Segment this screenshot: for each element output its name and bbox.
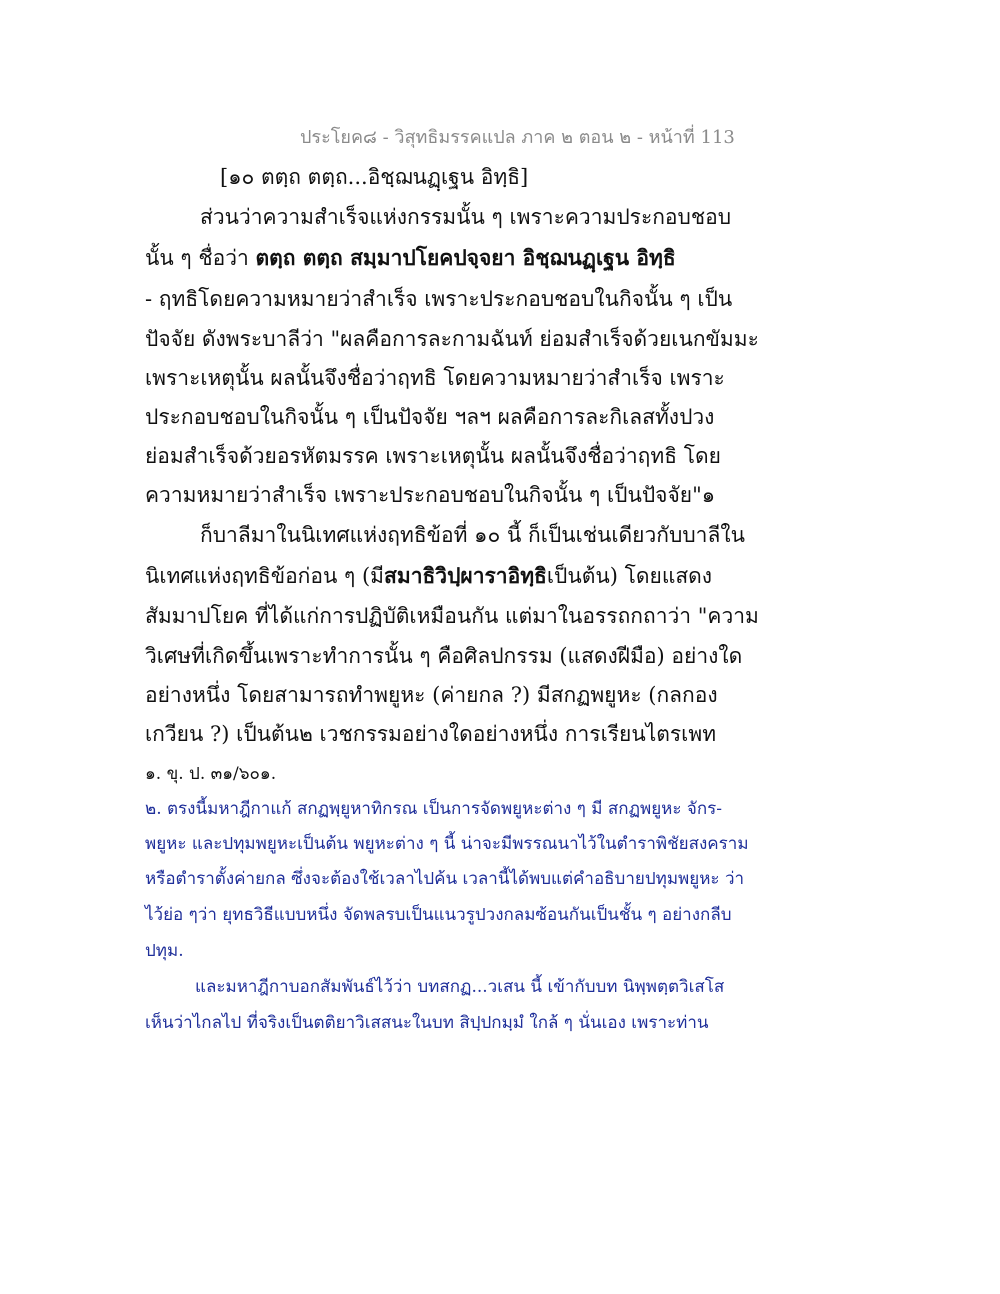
footnote-2-line: พยูหะ และปทุมพยูหะเป็นต้น พยูหะต่าง ๆ นี้ น่าจะมีพรรณนาไว้ในตำราพิชัยสงคราม [145, 834, 749, 854]
body-text: เป็นต้น) โดยแสดง [546, 564, 713, 588]
body-line: ส่วนว่าความสำเร็จแห่งกรรมนั้น ๆ เพราะความประกอบชอบ [200, 205, 732, 229]
body-text: นิเทศแห่งฤทธิข้อก่อน ๆ (มี [145, 564, 385, 588]
footnote-2-line: ปทุม. [145, 941, 184, 961]
body-line: ก็บาลีมาในนิเทศแห่งฤทธิข้อที่ ๑๐ นี้ ก็เป็นเช่นเดียวกับบาลีใน [200, 523, 745, 547]
body-line: ย่อมสำเร็จด้วยอรหัตมรรค เพราะเหตุนั้น ผลนั้นจึงชื่อว่าฤทธิ โดย [145, 444, 721, 468]
body-line: เกวียน ?) เป็นต้น๒ เวชกรรมอย่างใดอย่างหนึ่ง การเรียนไตรเพท [145, 722, 717, 746]
body-line: ความหมายว่าสำเร็จ เพราะประกอบชอบในกิจนั้น ๆ เป็นปัจจัย"๑ [145, 483, 716, 507]
footnote-2-line: เห็นว่าไกลไป ที่จริงเป็นตติยาวิเสสนะในบท สิปฺปกมฺมํ ใกล้ ๆ นั่นเอง เพราะท่าน [145, 1013, 709, 1033]
page-header: ประโยค๘ - วิสุทธิมรรคแปล ภาค ๒ ตอน ๒ - หน้าที่ 113 [300, 127, 735, 148]
body-line: ประกอบชอบในกิจนั้น ๆ เป็นปัจจัย ฯลฯ ผลคือการละกิเลสทั้งปวง [145, 405, 715, 429]
body-line: อย่างหนึ่ง โดยสามารถทำพยูหะ (ค่ายกล ?) มีสกฏพยูหะ (กลกอง [145, 683, 718, 707]
body-line: เพราะเหตุนั้น ผลนั้นจึงชื่อว่าฤทธิ โดยความหมายว่าสำเร็จ เพราะ [145, 366, 725, 390]
body-line: วิเศษที่เกิดขึ้นเพราะทำการนั้น ๆ คือศิลปกรรม (แสดงฝีมือ) อย่างใด [145, 644, 743, 668]
section-heading: [๑๐ ตตฺถ ตตฺถ...อิชฺฌนฏฺเฐน อิทฺธิ] [220, 165, 529, 189]
footnote-2-line: ๒. ตรงนี้มหาฎีกาแก้ สกฏพฺยูหาทิกรณ เป็นการจัดพยูหะต่าง ๆ มี สกฏพยูหะ จักร- [145, 799, 723, 819]
body-line [145, 560, 712, 593]
body-line: - ฤทธิโดยความหมายว่าสำเร็จ เพราะประกอบชอบในกิจนั้น ๆ เป็น [145, 287, 733, 311]
footnote-2-line: ไว้ย่อ ๆว่า ยุทธวิธีแบบหนึ่ง จัดพลรบเป็นแนวรูปวงกลมซ้อนกันเป็นชั้น ๆ อย่างกลีบ [145, 905, 732, 925]
pali-term-bold: ตตฺถ ตตฺถ สมฺมาปโยคปจฺจยา อิชฺฌนฏฺเฐน อิทฺธิ [255, 245, 676, 270]
footnote-1: ๑. ขุ. ป. ๓๑/๖๐๑. [145, 764, 277, 784]
body-line: สัมมาปโยค ที่ได้แก่การปฏิบัติเหมือนกัน แต่มาในอรรถกถาว่า "ความ [145, 604, 759, 628]
body-line: ปัจจัย ดังพระบาลีว่า "ผลคือการละกามฉันท์ ย่อมสำเร็จด้วยเนกขัมมะ [145, 327, 759, 351]
body-line [145, 242, 676, 275]
body-text: นั้น ๆ ชื่อว่า [145, 246, 256, 270]
pali-term-bold: สมาธิวิปฺผาราอิทฺธิ [384, 563, 547, 588]
footnote-2-line: และมหาฎีกาบอกสัมพันธ์ไว้ว่า บทสกฏ...วเสน นี้ เข้ากับบท นิพฺพตฺตวิเสโส [195, 977, 725, 997]
footnote-2-line: หรือตำราตั้งค่ายกล ซึ่งจะต้องใช้เวลาไปค้น เวลานี้ได้พบแต่คำอธิบายปทุมพยูหะ ว่า [145, 869, 745, 889]
